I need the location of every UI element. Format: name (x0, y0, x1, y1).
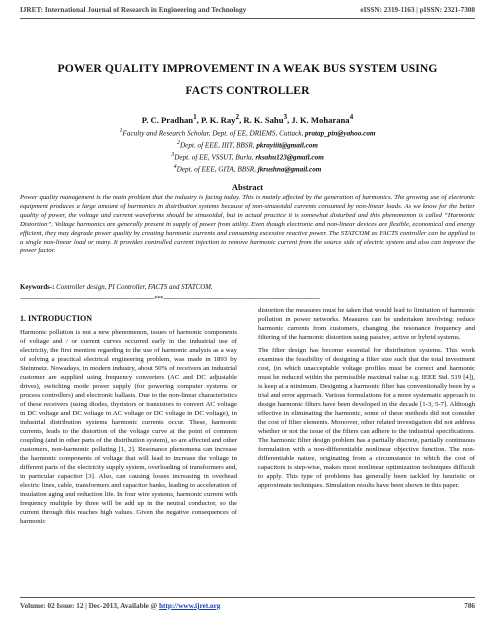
header-divider (20, 18, 475, 19)
affiliations (20, 127, 475, 175)
section-heading-introduction: 1. INTRODUCTION (20, 314, 93, 323)
keywords-line (20, 284, 475, 291)
keywords-label: Keywords-: (20, 284, 55, 291)
section-separator: ------------------------------------------------------------------------***------------------------------------------------------------------------------------ (20, 295, 320, 302)
abstract-text: Power quality management is the main problem that the industry is facing today. This is mainly affected by the generation of harmonics. The growing use of electronic equipment produces a large amount of harmonics in distribution systems because of non-sinusoidal currents consumed by non-linear loads. As we know for the better quality of power, the voltage and current waveforms should be sinusoidal, but in actual practice it is somewhat disturbed and this phenomenon is called “Harmonic Distortion”. Voltage harmonics are generally present in supply of power from utility. Even though electronic and non-linear devices are flexible, economical and energy efficient, they may degrade power quality by creating harmonic currents and consuming excessive reactive power. The STATCOM as FACTS controller can be applied to a single non-linear load or many. It provides controlled current injection to remove harmonic current from the source side of electric system and also can improve the power factor. (20, 194, 475, 255)
journal-name: IJRET: International Journal of Research in Engineering and Technology (20, 6, 247, 14)
right-column (258, 306, 475, 494)
body-paragraph: Harmonic pollution is not a new phenomenon, issues of harmonic components of voltage and / or current curves occurred early in the industrial use of electricity, the first mention regarding to the use of harmonic analysis as a way of solving a practical electrical engineering problem, was made in 1893 by Steinmetz. Nowadays, in modern industry, about 50% of receivers an industrial customer are supplied using frequency converters (AC and DC adjustable drives), switching mode power supply (for powering computer systems or process controllers) and electronic ballasts. Due to the non-linear characteristics of these receivers (using diodes, thyristors or transistors to convert AC voltage in DC voltage and DC voltage in AC voltage or DC voltage in DC voltage), in industrial distribution systems harmonic currents occur. These, harmonic currents, leads to the distortion of the voltage curve at the point of common coupling (and in other parts of the distribution system), so are affected and other customers, non-harmonic polluting [1, 2]. Resonance phenomena can increase the harmonic components of voltage that will lead to increase the voltage in different parts of the electricity supply system, overloading of transformers and, in particular capacitor [3]. Also, can causing losses increasing in overhead electric lines, cable, transformers and capacitor banks, leading to acceleration of insulation aging and reduction life. In four wire systems, harmonic current with frequency multiple by three will be add up in the neutral conductor, so the current through this reaches high values. Given the negative consequences of harmonic (20, 329, 237, 525)
author-affil-marker: 2 (235, 113, 240, 121)
volume-info: Volume: 02 Issue: 12 | Dec-2013, Available @ http://www.ijret.org (20, 602, 221, 610)
title-line-2: FACTS CONTROLLER (185, 84, 310, 97)
body-paragraph: distortion the measures must be taken that would lead to limitation of harmonic pollution in power networks. Measures can be undertaken involving: reduce harmonic currents from customers, changing the resonance frequency and filtering of the harmonic distortion using passive, active or hybrid systems. (258, 307, 475, 341)
author-email-link[interactable]: jkrushna@gmail.com (257, 165, 322, 174)
paper-title (22, 58, 473, 102)
author-affil-marker: 3 (283, 113, 288, 121)
page-number: 786 (464, 602, 475, 610)
journal-url-link[interactable]: http://www.ijret.org (159, 602, 221, 610)
issn-numbers: eISSN: 2319-1163 | pISSN: 2321-7308 (360, 6, 475, 14)
keywords-text: Controller design, PI Controller, FACTS and STATCOM. (54, 284, 213, 291)
author-name: P. K. Ray (200, 114, 236, 125)
author-name: P. C. Pradhan (141, 114, 194, 125)
affiliation-line: $^1$Faculty and Research Scholar, Dept. of EE, DRIEMS, Cuttack, pratap_pin@yahoo.com (119, 128, 376, 138)
author-list: P. C. Pradhan$^1$, P. K. Ray$^2$, R. K. Sahu$^3$, J. K. Moharana$^4$ (141, 113, 354, 125)
author-name: J. K. Moharana (291, 114, 350, 125)
abstract-heading: Abstract (231, 183, 264, 192)
affiliation-line: $^3$Dept. of EE, VSSUT, Burla, rksahu123@gmail.com (171, 151, 324, 162)
page-footer (20, 602, 475, 610)
footer-divider (20, 597, 475, 598)
left-column (20, 314, 237, 530)
author-email-link[interactable]: pratap_pin@yahoo.com (305, 129, 376, 138)
author-email-link[interactable]: rksahu123@gmail.com (255, 153, 324, 162)
author-email-link[interactable]: pkrayiiit@gmail.com (256, 141, 318, 150)
author-affil-marker: 1 (193, 113, 197, 121)
title-line-1: POWER QUALITY IMPROVEMENT IN A WEAK BUS SYSTEM USING (57, 62, 438, 75)
affiliation-line: $^2$Dept. of EEE, IIIT, BBSR, pkrayiiit@gmail.com (176, 139, 318, 150)
author-name: R. K. Sahu (243, 114, 284, 125)
affiliation-line: $^4$Dept. of EEE, GITA, BBSR, jkrushna@gmail.com (173, 163, 322, 174)
journal-header (20, 6, 475, 14)
author-affil-marker: 4 (349, 113, 354, 121)
body-paragraph: The filter design has become essential for distribution systems. This work examines the feasibility of designing a filter size such that the total investment cost, (in which unacceptable voltage profiles must be correct and harmonic must be reduced within the permissible maximal value e.g. IEEE Std. 519 [4]), is keep at a minimum. Designing a harmonic filter has conventionally been by a trial and error approach. Various formulations for a more systematic approach to design harmonic filters have been developed in the decade [1-3, 5-7]. Although effective in eliminating the harmonic, some of these methods did not consider the cost of filter elements. Moreover, other related investigation did not address whether or not the issue of the filters can adhere to the industrial specifications. The harmonic filter design problem has a partially discrete, partially continuous formulation with a non-differentiable nonlinear objective function. The non-differentiable nature, originating from a circumstance in which the cost of capacitors is step-wise, makes most nonlinear optimization techniques difficult to apply. This type of problems has generally been tackled by heuristic or approximate techniques. Simulation results have been shown in this paper. (258, 347, 475, 489)
